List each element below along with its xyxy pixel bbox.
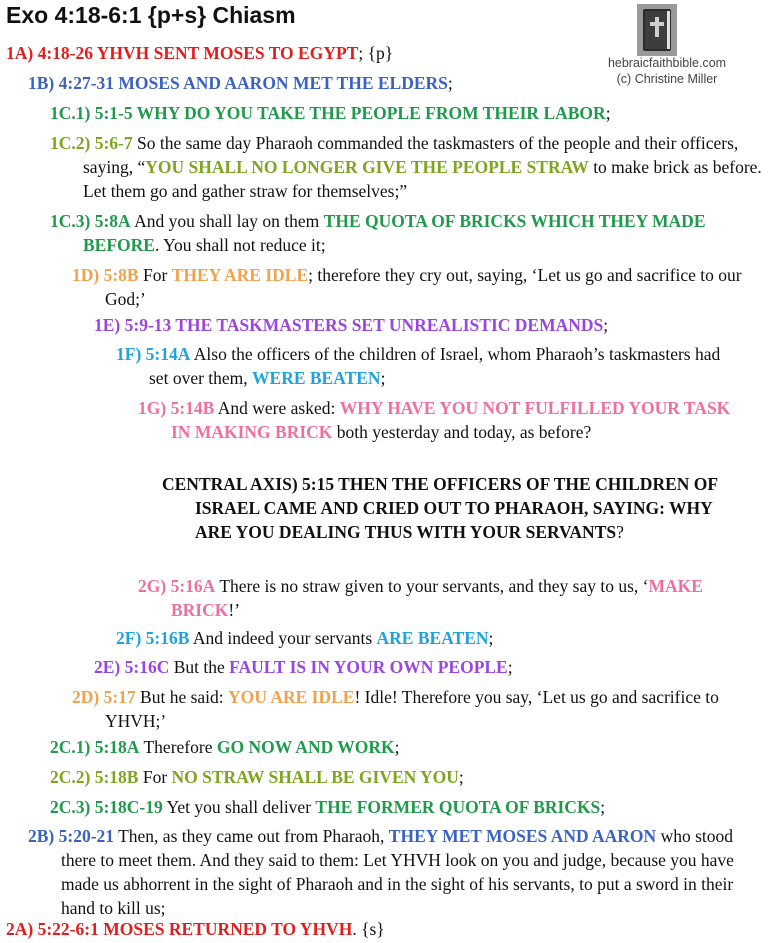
entry-text: . {s} — [352, 919, 385, 939]
chiasm-entry-2a — [6, 917, 606, 941]
entry-label: 2B) 5:20-21 — [28, 826, 115, 846]
entry-label: 2E) 5:16C — [94, 657, 170, 677]
entry-text: ; — [488, 628, 494, 648]
entry-text: to make brick as before. Let them go and gather straw for themselves;” — [83, 157, 762, 201]
entry-label: 2F) 5:16B — [116, 628, 190, 648]
chiasm-entry-1g — [138, 396, 741, 444]
entry-text: There is no straw given to your servants, and they say to us, ‘ — [215, 576, 649, 596]
entry-text: And were asked: — [214, 398, 340, 418]
entry-keyword: YOU ARE IDLE — [228, 687, 355, 707]
entry-keyword: THEY MET MOSES AND AARON — [388, 826, 657, 846]
entry-label: 1F) 5:14A — [116, 344, 191, 364]
entry-text: ; — [603, 315, 609, 335]
chiasm-entry-1c3 — [50, 209, 773, 257]
entry-keyword: WHY DO YOU TAKE THE PEOPLE FROM THEIR LABOR — [132, 103, 606, 123]
chiasm-entry-2e — [94, 655, 694, 679]
entry-text: who stood there to meet them. And they said to them: Let YHVH look on you and judge, because you have made us abhorrent in the sight of Pharaoh and in the sight of his servants, to put a sword in their hand to kill us; — [61, 826, 734, 918]
chiasm-entry-2f — [116, 626, 696, 650]
entry-keyword: THEN THE OFFICERS OF THE CHILDREN OF ISRAEL CAME AND CRIED OUT TO PHARAOH, SAYING: WHY ARE YOU DEALING THUS WITH YOUR SERVANTS — [195, 474, 718, 542]
entry-text: !’ — [228, 600, 241, 620]
entry-text: ; therefore they cry out, saying, ‘Let us go and sacrifice to our God;’ — [105, 265, 742, 309]
site-url: hebraicfaithbible.com — [607, 56, 727, 70]
entry-text: But he said: — [135, 687, 229, 707]
chiasm-entry-2b — [28, 824, 767, 920]
entry-text: Also the officers of the children of Israel, whom Pharaoh’s taskmasters had set over them, — [149, 344, 721, 388]
entry-label: 2D) 5:17 — [72, 687, 136, 707]
entry-text: ; — [394, 737, 400, 757]
chiasm-entry-1b — [28, 71, 598, 95]
entry-keyword: WERE BEATEN — [252, 368, 381, 388]
chiasm-entry-2c1 — [50, 735, 730, 759]
chiasm-entry-1c1 — [50, 101, 730, 125]
entry-text: ; — [507, 657, 513, 677]
entry-keyword: GO NOW AND WORK — [216, 737, 395, 757]
entry-label: 2C.3) 5:18C-19 — [50, 797, 163, 817]
entry-text: And indeed your servants — [189, 628, 377, 648]
page-title: Exo 4:18-6:1 {p+s} Chiasm — [6, 2, 296, 28]
entry-text: ? — [616, 522, 624, 542]
entry-keyword: THE FORMER QUOTA OF BRICKS — [315, 797, 601, 817]
entry-keyword: THE QUOTA OF BRICKS WHICH THEY MADE BEFORE — [83, 211, 706, 255]
chiasm-entry-1e — [94, 313, 714, 337]
entry-keyword: FAULT IS IN YOUR OWN PEOPLE — [229, 657, 508, 677]
entry-keyword: MOSES RETURNED TO YHVH — [98, 919, 353, 939]
entry-label: 1B) 4:27-31 — [28, 73, 115, 93]
entry-text: ! Idle! Therefore you say, ‘Let us go and sacrifice to YHVH;’ — [105, 687, 719, 731]
entry-keyword: YHVH SENT MOSES TO EGYPT — [93, 43, 359, 63]
entry-keyword: THEY ARE IDLE — [171, 265, 309, 285]
entry-label: 1G) 5:14B — [138, 398, 215, 418]
entry-text: Therefore — [139, 737, 217, 757]
chiasm-entry-1d — [72, 263, 755, 311]
entry-text: For — [138, 767, 172, 787]
entry-label: 1D) 5:8B — [72, 265, 139, 285]
entry-label: 1C.1) 5:1-5 — [50, 103, 133, 123]
entry-text: And you shall lay on them — [130, 211, 324, 231]
entry-text: Then, as they came out from Pharaoh, — [114, 826, 389, 846]
entry-label: 2G) 5:16A — [138, 576, 216, 596]
entry-label: 1A) 4:18-26 — [6, 43, 93, 63]
entry-text: ; {p} — [358, 43, 394, 63]
entry-label: 1E) 5:9-13 — [94, 315, 172, 335]
entry-text: ; — [605, 103, 611, 123]
entry-label: 1C.2) 5:6-7 — [50, 133, 133, 153]
entry-text: ; — [458, 767, 464, 787]
entry-keyword: ARE BEATEN — [376, 628, 489, 648]
entry-label: 2A) 5:22-6:1 — [6, 919, 99, 939]
chiasm-entry-1c2 — [50, 131, 773, 203]
entry-text: For — [138, 265, 172, 285]
entry-text: . You shall not reduce it; — [154, 235, 326, 255]
chiasm-entry-1f — [116, 342, 729, 390]
entry-text: ; — [447, 73, 453, 93]
entry-text: So the same day Pharaoh commanded the taskmasters of the people and their officers, saying, “ — [83, 133, 739, 177]
chiasm-central-axis — [162, 472, 740, 544]
copyright: (c) Christine Miller — [616, 72, 718, 86]
entry-label: 2C.2) 5:18B — [50, 767, 139, 787]
bible-book-icon — [637, 4, 677, 56]
entry-keyword: THE TASKMASTERS SET UNREALISTIC DEMANDS — [171, 315, 604, 335]
entry-label: 2C.1) 5:18A — [50, 737, 140, 757]
entry-keyword: MOSES AND AARON MET THE ELDERS — [114, 73, 448, 93]
entry-keyword: NO STRAW SHALL BE GIVEN YOU — [171, 767, 459, 787]
entry-label: CENTRAL AXIS) 5:15 — [162, 474, 335, 494]
entry-text: Yet you shall deliver — [162, 797, 316, 817]
chiasm-entry-2d — [72, 685, 755, 733]
entry-keyword: WHY HAVE YOU NOT FULFILLED YOUR TASK IN MAKING BRICK — [171, 398, 731, 442]
site-logo — [600, 4, 734, 86]
chiasm-entry-1a — [6, 41, 606, 65]
entry-text: But the — [169, 657, 230, 677]
entry-text: both yesterday and today, as before? — [332, 422, 592, 442]
entry-label: 1C.3) 5:8A — [50, 211, 131, 231]
entry-keyword: MAKE BRICK — [171, 576, 703, 620]
chiasm-entry-2c3 — [50, 795, 730, 819]
entry-keyword: YOU SHALL NO LONGER GIVE THE PEOPLE STRAW — [145, 157, 589, 177]
chiasm-entry-2g — [138, 574, 741, 622]
chiasm-entry-2c2 — [50, 765, 730, 789]
entry-text: ; — [380, 368, 386, 388]
entry-text: ; — [600, 797, 606, 817]
